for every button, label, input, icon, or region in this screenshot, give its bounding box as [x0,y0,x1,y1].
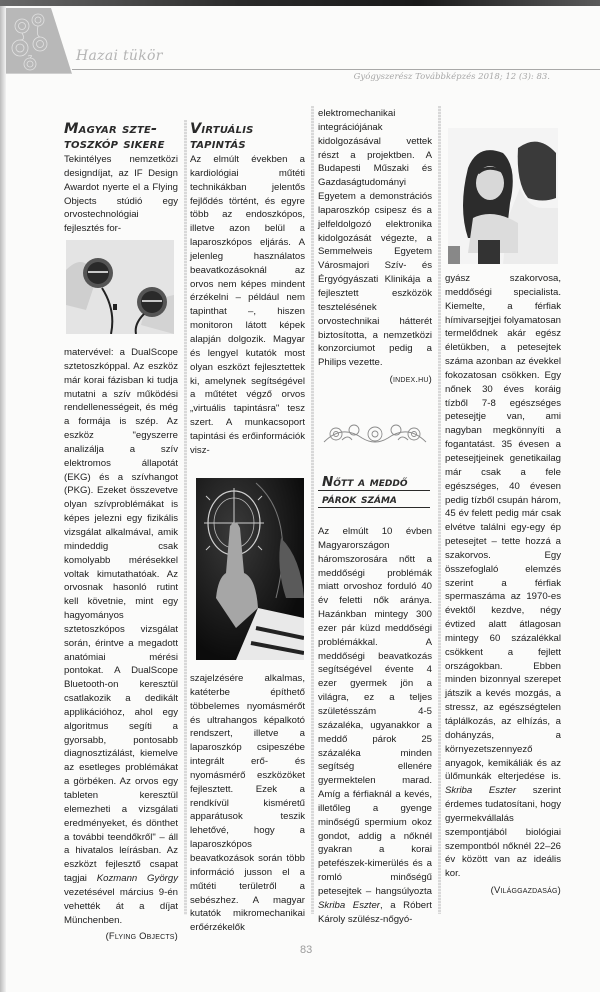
header-rule-left [6,73,72,74]
article-headline [64,122,178,152]
article-headline [190,122,305,152]
article-stethoscope-body [64,346,178,943]
headline-line: Nőtt a meddő [318,474,430,491]
article-stethoscope-intro [64,122,178,236]
headline-line: toszkóp sikere [64,136,165,152]
body-text: , a Róbert Károly szülész-nőgyó- [318,899,432,925]
article-source: (Világgazdaság) [490,884,561,896]
body-text: matervével: a DualScope sztetoszkóppal. Az eszköz már korai fázisban ki tudja mutatni a szív működési rendellenességeit, és még a formája is szép. Az eszköz "egyszerre analizálja a szív elektromos állapotát (EKG) és a szívhangot (PKG). Ezeket összevetve olyan szívproblémákat is képes jelezni egy fizikális vizsgálat alkalmával, amik mindeddig csak komolyabb mérésekkel voltak kimutathatóak. Az orvosnak hasonló rutint kell követnie, mint egy hagyományos sztetoszkópos vizsgálat során, érintve a megadott anatómiai mérési pontokat. A DualScope Bluetooth-on keresztül csatlakozik a dedikált applikációhoz, ahol egy algoritmus segíti a gyorsabb, pontosabb diagnosztizálást, kiemelve az esetleges problémákat a görbéken. Az orvos egy tableten keresztül elemezheti a vizsgálati eredményeket, és dönthet a további teendőkről" – áll a hivatalos leírásban. Az eszközt fejlesztő csapat tagjai [64,347,178,885]
column-divider [438,106,441,914]
headline-line: Virtuális [190,121,254,137]
article-infertility-body [318,525,432,926]
article-infertility-continued [445,272,561,897]
scan-top-edge [0,0,600,6]
article-headline [318,474,430,508]
couple-image [448,128,558,264]
article-intro-text: Tekintélyes nemzetközi designdíjat, az IF Design Awardot nyerte el a Flying Objects stúdió egy orvostechnológiai fejlesztés for- [64,154,178,235]
headline-line: párok száma [318,491,430,508]
body-text: szerint érdemes tudatosítani, hogy gyermekvállalás szempontjából biológiai szempontból nőknél 22–26 év között van az ideális kor. [445,785,561,880]
headline-line: tapintás [190,136,246,152]
scan-left-edge [0,6,6,992]
couple-photo [448,128,558,264]
article-body-text: szajelzésére alkalmas, katéterbe építhető többelemes nyomásmérőt és ultrahangos képalkotó rendszert, illetve a laparoszkóp csipeszébe integrált erő- és nyomásmérő eszközöket fejlesztett. Ezek a rendkívül kisméretű apparátusok teszik lehetővé, hogy a laparoszkópos beavatkozások során több információ jusson el a műtéti területről a sebészhez. A magyar kutatók mikromechanikai erőérzékelők [190,673,305,934]
floral-divider-icon [322,420,428,446]
article-body-text: Az elmúlt években a kardiológiai műtéti technikákban jelentős fejlődés történt, és egyre több az endoszkópos, illetve azon belül a laparoszkópos eljárás. A jelenleg használatos beavatkozásoknál az orvos nem képes mindent érzékelni – például nem tapinthat –, hiszen monitoron látott képek alapján dolgozik. Magyar és lengyel kutatók most olyan eszközt fejlesztettek ki, amelynek segítségével a műtétet végző orvos „virtuális tapintásra" tesz szert. A munkacsoport tapintási és erőinformációk visz- [190,154,305,456]
stethoscope-photo [66,240,174,334]
headline-line: Magyar szte- [64,121,158,137]
column-divider [311,106,314,914]
column-divider [184,120,187,915]
article-virtual-touch-bottom [190,672,305,935]
section-title: Hazai tükör [76,48,163,64]
person-name: Skriba Eszter [318,899,380,911]
article-body-text [445,272,561,881]
body-text: vezetésével március 9-én vehették át a díjat Münchenben. [64,886,178,926]
virtual-touch-image [196,478,304,660]
article-body-text [64,346,178,927]
article-body-text [318,525,432,926]
body-text: Az elmúlt 10 évben Magyarországon háromszorosára nőtt a meddőségi problémák miatt orvoshoz forduló 40 év feletti nők aránya. Hazánkban mintegy 300 ezer pár küzd meddőségi problémákkal. A meddőségi beavatkozás segítségével évente 4 ezer gyermek jön a világra, ez a teljes születésszám 4-5 százaléka, ugyanakkor a meddő párok 25 százaléka minden segítség ellenére gyermektelen marad. Amíg a férfiaknál a kevés, illetőleg a gyenge minőségű spermium okoz gondot, addig a nőknél gyakran a korai petefészek-kimerülés és a romló minőségű petesejtek – hangsúlyozta [318,526,432,897]
page-number: 83 [300,944,313,956]
body-text: gyász szakorvosa, meddőségi specialista. Kiemelte, a férfiak hímivarsejtjei folyamatosan termelődnek akár egész életükben, a petesejtek száma azonban az évekkel fokozatosan csökken. Egy nőnek 30 éves koráig tízből 7-8 egészséges petesejtje van, ami nagyban megkönnyíti a fogantatást. 35 évesen a petesejtjeinek genetikailag már csak a fele egészséges, 40 évesen pedig tízből csupán három, 45 év felett pedig már csak elvétve találni egy-egy ép petesejtet – tette hozzá a szakorvos. Egy összefoglaló elemzés szerint a férfiak spermaszáma az 1970-es évektől kezdve, négy évtized alatt átlagosan mintegy 60 százalékkal csökkent a fejlett országokban. Ebben minden bizonnyal szerepet játszik a kevés mozgás, a stressz, az egészségtelen táplálkozás, az elhízás, a dohányzás, a környezetszennyező anyagok, kemikáliák és az ülőmunkák elterjedése is. [445,273,561,783]
virtual-touch-photo [196,478,304,660]
article-source: (Flying Objects) [105,930,178,942]
article-virtual-touch-top [190,122,305,458]
stethoscope-image [66,240,174,334]
person-name: Kozmann György [96,873,178,885]
journal-citation: Gyógyszerész Továbbképzés 2018; 12 (3): 83. [353,72,550,82]
person-name: Skriba Eszter [445,785,517,797]
article-virtual-touch-continued [318,107,432,386]
article-body-text: elektromechanikai integrációjának kidolgozásával vettek részt a projektben. A Budapesti Műszaki és Gazdaságtudományi Egyetem a demonstrációs laparoszkóp csipesz és a jelfeldolgozó elektronika kidolgozását végezte, a Semmelweis Egyetem Városmajori Szív- és Érgyógyászati Klinikája a fejlesztett eszközök tesztelésének orvostechnikai hátterét biztosította, a nemzetközi konzorciumot pedig a Philips vezette. [318,108,432,369]
floral-ornament-icon [8,10,62,72]
header-rule [72,69,600,70]
article-source: (index.hu) [389,373,432,385]
